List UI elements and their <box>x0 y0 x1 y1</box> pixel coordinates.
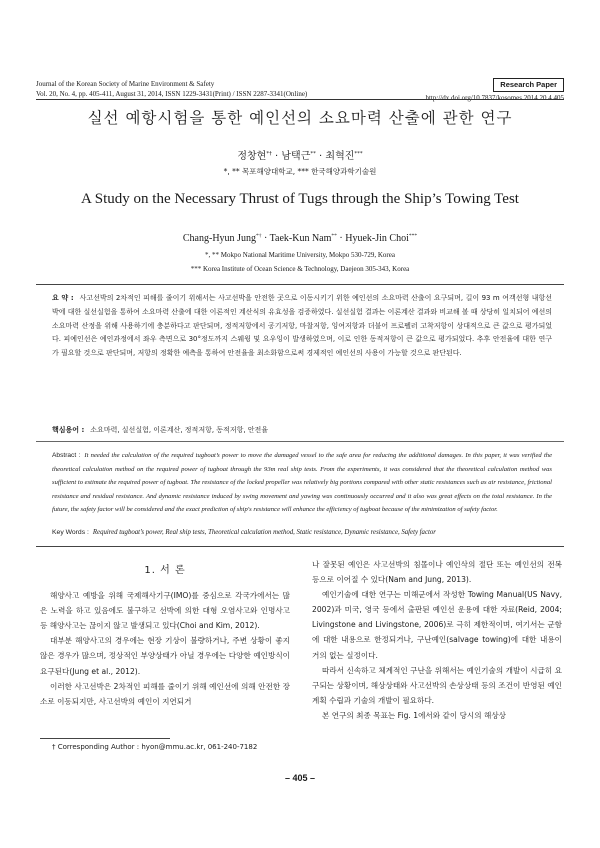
korean-affiliation: *, ** 목포해양대학교, *** 한국해양과학기술원 <box>223 167 377 176</box>
korean-abstract <box>52 292 552 361</box>
body-paragraph: 대부분 해양사고의 경우에는 현장 기상이 불량하거나, 주변 상황이 좋지 않은 경우가 많으며, 정상적인 부양상태가 아닐 경우에는 다양한 예인방식이 요구된다(Jung et al., 2012). <box>40 636 290 676</box>
english-title: A Study on the Necessary Thrust of Tugs through the Ship’s Towing Test <box>81 191 519 207</box>
author-separator: · <box>261 233 270 244</box>
korean-title: 실선 예항시험을 통한 예인선의 소요마력 산출에 관한 연구 <box>87 109 513 127</box>
body-paragraph: 해양사고 예방을 위해 국제해사기구(IMO)를 중심으로 각국가에서는 많은 노력을 하고 있음에도 불구하고 선박에 의한 대형 오염사고와 인명사고 등 해양사고는 끊이지 않고 발생되고 있다(Choi and Kim, 2012). <box>40 591 290 631</box>
korean-abstract-label: 요 약 : <box>52 294 74 302</box>
journal-header <box>36 80 307 99</box>
korean-author-3: 최혁진 <box>325 151 355 162</box>
body-left-column <box>40 557 290 709</box>
section-heading: 1. 서 론 <box>144 565 186 576</box>
english-affiliation-1: *, ** Mokpo National Maritime University, Mokpo 530-729, Korea <box>205 251 395 259</box>
article-type-badge: Research Paper <box>493 78 564 92</box>
page-number: – 405 – <box>284 773 316 783</box>
header-divider <box>36 99 564 100</box>
korean-author-1-mark: *† <box>266 151 272 157</box>
korean-author-1: 정창현 <box>237 151 267 162</box>
korean-author-2-mark: ** <box>310 151 316 157</box>
english-author-1-mark: *† <box>255 233 262 239</box>
author-separator: · <box>271 151 282 162</box>
abstract-top-divider <box>36 284 564 285</box>
doi-link[interactable]: http://dx.doi.org/10.7837/kosomes.2014.20.4.405 <box>425 93 564 102</box>
body-paragraph: 이러한 사고선박은 2차적인 피해를 줄이기 위해 예인선에 의해 안전한 장소로 이동되지만, 사고선박의 예인이 지연되거 <box>40 681 290 706</box>
english-author-2: Taek-Kun Nam <box>269 233 332 244</box>
english-author-2-mark: ** <box>331 233 337 239</box>
author-separator: · <box>336 233 346 244</box>
body-right-column <box>312 557 562 723</box>
abstract-middle-divider <box>36 441 564 442</box>
english-keywords <box>52 529 552 536</box>
korean-keywords <box>52 425 552 435</box>
korean-keywords-text: 소요마력, 실선실험, 이론계산, 정적저항, 동적저항, 안전율 <box>90 426 269 434</box>
volume-line: Vol. 20, No. 4, pp. 405-411, August 31, 2014, ISSN 1229-3431(Print) / ISSN 2287-3341(Online) <box>36 89 308 98</box>
english-abstract-label: Abstract : <box>52 452 81 459</box>
english-keywords-text: Required tugboat’s power, Real ship tests, Theoretical calculation method, Static resistance, Dynamic resistance, Safety factor <box>92 529 436 536</box>
english-author-3: Hyuek-Jin Choi <box>345 233 409 244</box>
english-author-1: Chang-Hyun Jung <box>182 233 256 244</box>
english-author-3-mark: *** <box>408 233 418 239</box>
korean-author-3-mark: *** <box>354 151 363 157</box>
corresponding-author-footnote: † Corresponding Author : hyon@mmu.ac.kr, 061-240-7182 <box>52 743 258 751</box>
english-authors <box>0 233 600 244</box>
english-affiliation-2: *** Korea Institute of Ocean Science & Technology, Daejeon 305-343, Korea <box>190 265 410 273</box>
english-keywords-label: Key Words : <box>52 529 89 536</box>
body-paragraph: 본 연구의 최종 목표는 Fig. 1에서와 같이 당시의 해상상 <box>322 710 507 720</box>
korean-authors <box>0 147 600 162</box>
abstract-bottom-divider <box>36 546 564 547</box>
korean-author-2: 남택근 <box>281 151 311 162</box>
korean-keywords-label: 핵심용어 : <box>52 426 85 434</box>
body-paragraph: 따라서 신속하고 체계적인 구난을 위해서는 예인기술의 개발이 시급히 요구되는 상황이며, 해상상태와 사고선박의 손상상태 등의 조건이 반영된 예인계획 수립과 기술의 개발이 필요하다. <box>312 665 562 705</box>
english-abstract <box>52 449 552 517</box>
journal-name: Journal of the Korean Society of Marine Environment & Safety <box>36 80 215 88</box>
footnote-divider <box>40 738 170 739</box>
author-separator: · <box>315 151 326 162</box>
korean-abstract-text: 사고선박의 2차적인 피해를 줄이기 위해서는 사고선박을 안전한 곳으로 이동시키기 위한 예인선의 소요마력 산출이 요구되며, 길이 93 m 여객선형 내항선박에 대한 실선실험을 통하여 소요마력 산출에 대한 이론적인 계산식의 유효성을 검증하였다. 실선실험 결과는 이론계산 결과와 비교해 볼 때 상당히 일치되어 예선의 소요마력 산정을 위해 사용하기에 충분하다고 판단되며, 정적저항에서 공기저항, 마찰저항, 잉여저항과 더불어 프로펠러 고착저항이 상대적으로 큰 값으로 평가되었다. 피예인선은 예인과정에서 좌우 측면으로 30°정도까지 스웨윙 및 요우잉이 발생하였으며, 이로 인한 동적저항이 큰 값으로 평가되었다. 추후 안전율에 대한 연구가 필요할 것으로 판단되며, 저항의 정확한 예측을 통하여 안전율을 최소화함으로써 경제적인 예인선의 사용이 가능할 것으로 판단된다. <box>52 294 552 358</box>
body-paragraph: 예인기술에 대한 연구는 미해군에서 작성한 Towing Manual(US Navy, 2002)과 미국, 영국 등에서 출판된 예인선 운용에 대한 자료(Reid, 2004; Livingstone and Livingstone, 2006)로 극히 제한적이며, 여기서는 군함에 대한 내용으로 한정되거나, 구난예인(salvage towing)에 대한 내용이 거의 없는 실정이다. <box>312 590 562 660</box>
english-abstract-text: It needed the calculation of the required tugboat’s power to move the damaged vessel to the safe area for reducing the additional damages. In this paper, it was verified the theoretical calculation method on the required power of tugboat through the 93m real ship tests. From the experiments, it was considered that the theoretical calculation method was sufficient to estimate the required power of tugboat. The resistance of the locked propeller was relatively big portions compared with other static resistances such as air resistance, frictional resistance and residual resistance. And dynamic resistance induced by swing movement and yawing was continuously occurred and it also was great effects on the total resistance. In the future, the safety factor will be considered and the exact prediction of ship's resistance will enhance the efficiency of tugboat because of the minimization of safety factor. <box>52 452 552 514</box>
body-paragraph: 나 잘못된 예인은 사고선박의 침몰이나 예인삭의 절단 또는 예인선의 전복 등으로 이어질 수 있다(Nam and Jung, 2013). <box>312 560 562 585</box>
